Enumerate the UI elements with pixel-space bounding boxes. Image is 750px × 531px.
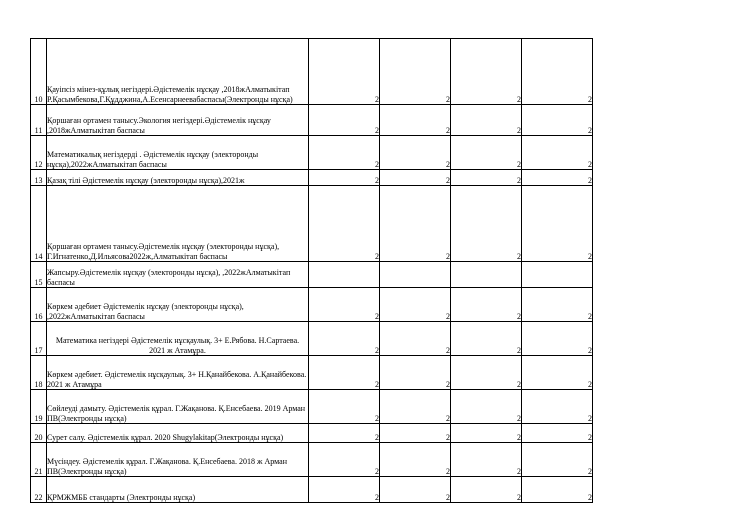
- count-cell: 2: [522, 322, 593, 356]
- row-number: 17: [31, 322, 47, 356]
- resource-title-cell: [47, 443, 309, 477]
- resource-title: Сурет салу. Әдістемелік құрал. 2020 Shugylakitap(Электронды нұсқа): [47, 432, 284, 442]
- resource-title-cell: [47, 356, 309, 390]
- row-number: 12: [31, 136, 47, 170]
- count-cell: 2: [522, 288, 593, 322]
- count-cell: 2: [451, 288, 522, 322]
- count-cell: 2: [451, 170, 522, 186]
- count-cell: 2: [522, 443, 593, 477]
- resource-title: Қоршаған ортамен танысу.Әдістемелік нұсқау (электоронды нұсқа), Г.Игнатенко,Д.Ильясова2022ж,Алматыкітап баспасы: [47, 242, 280, 261]
- count-cell: 2: [522, 186, 593, 262]
- count-cell: 2: [522, 136, 593, 170]
- count-cell: 2: [309, 136, 380, 170]
- count-cell: 2: [309, 322, 380, 356]
- resource-title: Жапсыру.Әдістемелік нұсқау (электоронды нұсқа), ,2022жАлматыкітап баспасы: [47, 268, 291, 287]
- row-number: 22: [31, 477, 47, 503]
- count-cell: 2: [451, 424, 522, 443]
- resource-title: Қауіпсіз мінез-құлық негіздері.Әдістемелік нұсқау ,2018жАлматыкітап Р.Қасымбекова,Г.Құдджина,А.Есенсарнеевабаспасы(Электронды нұсқа): [47, 85, 293, 104]
- resource-table: [30, 38, 593, 503]
- resource-title-cell: [47, 288, 309, 322]
- count-cell: 2: [309, 186, 380, 262]
- resource-title-cell: [47, 262, 309, 288]
- count-cell: 2: [309, 170, 380, 186]
- table-row: [31, 322, 593, 356]
- resource-title-cell: [47, 39, 309, 105]
- count-cell: 2: [309, 356, 380, 390]
- count-cell: 2: [522, 424, 593, 443]
- count-cell: 2: [522, 170, 593, 186]
- count-cell: 2: [309, 39, 380, 105]
- resource-title: Сөйлеуді дамыту. Әдістемелік құрал. Г.Жақанова. Қ.Енсебаева. 2019 Арман ПВ(Электронды нұсқа): [47, 404, 306, 423]
- resource-title-cell: [47, 170, 309, 186]
- count-cell: 2: [380, 186, 451, 262]
- count-cell: 2: [380, 170, 451, 186]
- row-number: 14: [31, 186, 47, 262]
- count-cell: 2: [522, 39, 593, 105]
- resource-title-cell: [47, 477, 309, 503]
- count-cell: 2: [380, 477, 451, 503]
- count-cell: 2: [309, 443, 380, 477]
- resource-title: Көркем әдебиет. Әдістемелік нұсқаулық. 3+ Н.Қанайбекова. А.Қанайбекова. 2021 ж Атамұра: [47, 370, 307, 389]
- resource-title: Математика негіздері Әдістемелік нұсқаулық. 3+ Е.Рябова. Н.Сартаева. 2021 ж Атамұра.: [55, 336, 300, 355]
- table-row: [31, 170, 593, 186]
- count-cell: 2: [451, 186, 522, 262]
- row-number: 10: [31, 39, 47, 105]
- table-row: [31, 424, 593, 443]
- row-number: 16: [31, 288, 47, 322]
- table-row: [31, 105, 593, 136]
- table-row: [31, 136, 593, 170]
- count-cell: 2: [451, 390, 522, 424]
- count-cell: [451, 262, 522, 288]
- resource-title-cell: [47, 322, 309, 356]
- table-row: [31, 288, 593, 322]
- resource-title: ҚРМЖМББ стандарты (Электронды нұсқа): [47, 492, 196, 502]
- count-cell: 2: [309, 390, 380, 424]
- row-number: 15: [31, 262, 47, 288]
- resource-title: Қазақ тілі Әдістемелік нұсқау (электоронды нұсқа),2021ж: [47, 175, 245, 185]
- resource-title-cell: [47, 186, 309, 262]
- table-row: [31, 186, 593, 262]
- resource-title-cell: [47, 105, 309, 136]
- table-row: [31, 356, 593, 390]
- count-cell: 2: [522, 390, 593, 424]
- count-cell: 2: [380, 443, 451, 477]
- resource-title: Қоршаған ортамен танысу.Экология негіздері.Әдістемелік нұсқау ,2018жАлматыкітап баспасы: [47, 116, 271, 135]
- row-number: 19: [31, 390, 47, 424]
- count-cell: 2: [309, 288, 380, 322]
- count-cell: 2: [380, 136, 451, 170]
- count-cell: 2: [380, 288, 451, 322]
- table-row: [31, 39, 593, 105]
- count-cell: 2: [309, 477, 380, 503]
- count-cell: 2: [380, 424, 451, 443]
- count-cell: 2: [380, 105, 451, 136]
- count-cell: 2: [522, 477, 593, 503]
- table-row: [31, 390, 593, 424]
- count-cell: 2: [522, 105, 593, 136]
- count-cell: 2: [451, 443, 522, 477]
- count-cell: 2: [451, 136, 522, 170]
- table-row: [31, 262, 593, 288]
- count-cell: 2: [451, 39, 522, 105]
- resource-title-cell: [47, 390, 309, 424]
- row-number: 21: [31, 443, 47, 477]
- count-cell: 2: [451, 322, 522, 356]
- count-cell: 2: [380, 322, 451, 356]
- count-cell: 2: [451, 105, 522, 136]
- count-cell: 2: [451, 356, 522, 390]
- row-number: 11: [31, 105, 47, 136]
- resource-title-cell: [47, 424, 309, 443]
- table-row: [31, 443, 593, 477]
- count-cell: 2: [380, 39, 451, 105]
- resource-title-cell: [47, 136, 309, 170]
- count-cell: [380, 262, 451, 288]
- table-row: [31, 477, 593, 503]
- count-cell: 2: [380, 356, 451, 390]
- resource-title: Көркем әдебиет Әдістемелік нұсқау (электоронды нұсқа), ,2022жАлматыкітап баспасы: [47, 302, 244, 321]
- resource-title: Мүсіндеу. Әдістемелік құрал. Г.Жақанова. Қ.Енсебаева. 2018 ж Арман ПВ(Электронды нұсқа): [47, 457, 287, 476]
- row-number: 18: [31, 356, 47, 390]
- count-cell: [309, 262, 380, 288]
- count-cell: 2: [451, 477, 522, 503]
- count-cell: 2: [380, 390, 451, 424]
- count-cell: [522, 262, 593, 288]
- resource-title: Математикалық негіздерді . Әдістемелік нұсқау (электоронды нұсқа),2022жАлматыкітап баспасы: [47, 150, 259, 169]
- count-cell: 2: [309, 105, 380, 136]
- count-cell: 2: [309, 424, 380, 443]
- row-number: 20: [31, 424, 47, 443]
- count-cell: 2: [522, 356, 593, 390]
- row-number: 13: [31, 170, 47, 186]
